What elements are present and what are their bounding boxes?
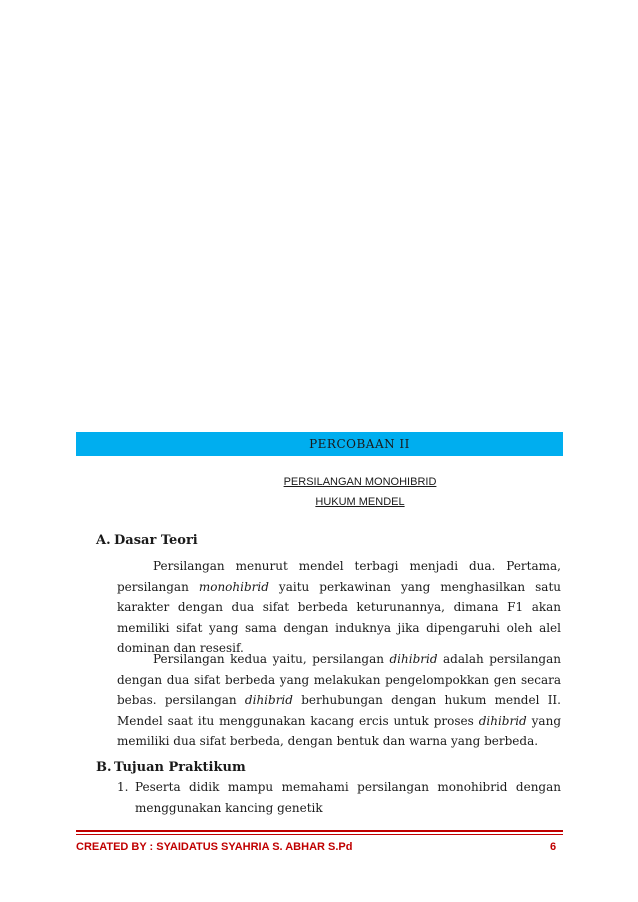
para2-text-4: yang memiliki dua sifat berbeda, dengan bentuk dan warna yang berbeda. [117,713,561,748]
section-b-letter: B. [96,760,112,775]
list-item-text: Peserta didik mampu memahami persilangan monohibrid dengan menggunakan kancing genetik [135,780,561,815]
section-b-title: Tujuan Praktikum [114,760,246,775]
list-item [117,777,561,818]
para1-text-1: Persilangan menurut mendel terbagi menjadi dua. Pertama, persilangan [117,559,561,594]
footer-divider-thin [76,834,563,835]
para2-italic-2: dihibrid [244,693,293,707]
section-a-paragraph-1 [117,556,561,659]
subtitle-line-1: PERSILANGAN MONOHIBRID [283,476,437,488]
page-number: 6 [550,841,557,853]
objectives-list [117,777,561,818]
subtitle-line-2: HUKUM MENDEL [315,496,405,508]
para2-text-1: Persilangan kedua yaitu, persilangan [153,652,390,666]
section-a-heading [96,533,198,548]
section-b-heading [96,760,246,775]
section-banner [76,432,563,456]
footer-credit: CREATED BY : SYAIDATUS SYAHRIA S. ABHAR S.Pd [76,841,353,853]
list-item-number: 1. [117,780,129,794]
section-a-letter: A. [96,533,111,548]
para2-text-3: berhubungan dengan hukum mendel II. Mendel saat itu menggunakan kacang ercis untuk proses [117,693,561,728]
para2-text-2: adalah persilangan dengan dua sifat berbeda yang melakukan pengelompokkan gen secara bebas. persilangan [117,652,561,707]
para1-italic-1: monohibrid [198,579,269,594]
para2-italic-1: dihibrid [389,652,438,666]
para1-text-2: yaitu perkawinan yang menghasilkan satu karakter dengan dua sifat berbeda keturunannya, dimana F1 akan memiliki sifat yang sama dengan induknya jika dipengaruhi oleh alel dominan dan resesif. [117,579,562,655]
section-a-paragraph-2 [117,649,561,752]
banner-title: PERCOBAAN II [309,437,410,451]
footer-divider-thick [76,830,563,832]
para2-italic-3: dihibrid [478,713,527,728]
section-a-title: Dasar Teori [114,533,198,548]
